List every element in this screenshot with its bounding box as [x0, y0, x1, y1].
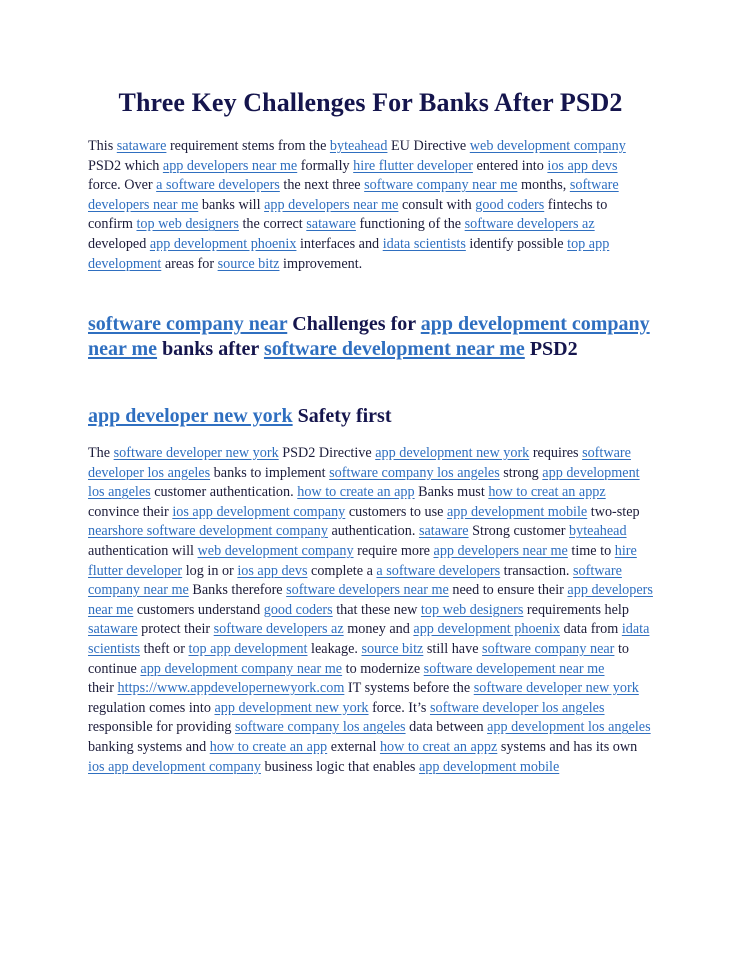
inline-link[interactable]: https://www.appdevelopernewyork.com [117, 680, 345, 697]
inline-link[interactable]: idata scientists [382, 235, 466, 252]
text-run: transaction. [500, 562, 574, 579]
text-run: Safety first [292, 405, 392, 427]
text-run: systems and has its own [497, 738, 638, 755]
inline-link[interactable]: app developer new york [88, 405, 293, 427]
text-run: leakage. [307, 640, 362, 657]
inline-link[interactable]: software development near me [263, 338, 525, 360]
text-run: money and [343, 621, 414, 638]
inline-link[interactable]: software company near me [364, 177, 518, 194]
text-run: authentication. [327, 523, 419, 540]
text-run: Banks must [414, 484, 489, 501]
inline-link[interactable]: how to creat an appz [379, 738, 498, 755]
text-run: consult with [398, 196, 476, 213]
text-run: to continue [88, 640, 629, 677]
inline-link[interactable]: software company near me [88, 562, 622, 599]
inline-link[interactable]: software developer los angeles [429, 699, 605, 716]
text-run: theft or [140, 640, 189, 657]
inline-link[interactable]: software developers az [464, 216, 595, 233]
inline-link[interactable]: software developer new york [473, 680, 639, 697]
text-run: external [327, 738, 380, 755]
text-run: their [88, 680, 118, 697]
text-run: data between [405, 719, 488, 736]
text-run: interfaces and [296, 235, 383, 252]
inline-link[interactable]: how to create an app [297, 484, 415, 501]
inline-link[interactable]: app developers near me [433, 542, 568, 559]
text-run: convince their [88, 503, 173, 520]
inline-link[interactable]: ios app devs [237, 562, 308, 579]
inline-link[interactable]: app developers near me [162, 157, 298, 174]
inline-link[interactable]: software developer los angeles [88, 445, 631, 481]
inline-link[interactable]: app development los angeles [88, 464, 640, 501]
text-run: strong [499, 464, 543, 481]
text-run: PSD2 Directive [278, 445, 376, 461]
text-run: regulation comes into [88, 699, 215, 716]
text-run: the next three [279, 177, 365, 194]
text-run: requires [529, 445, 583, 461]
inline-link[interactable]: how to create an app [209, 738, 328, 755]
text-run: customers to use [345, 503, 447, 520]
intro-paragraph [88, 137, 653, 274]
text-run: requirement stems from the [166, 138, 330, 154]
inline-link[interactable]: nearshore software development company [88, 523, 328, 540]
inline-link[interactable]: software developement near me [423, 660, 605, 677]
inline-link[interactable]: software company los angeles [329, 464, 500, 481]
inline-link[interactable]: app development mobile [418, 758, 560, 775]
inline-link[interactable]: app development company near me [140, 660, 343, 677]
inline-link[interactable]: app development new york [375, 445, 530, 461]
text-run: business logic that enables [260, 758, 419, 775]
text-run: IT systems before the [344, 680, 474, 697]
text-run: force. It’s [368, 699, 430, 716]
inline-link[interactable]: software company near [482, 640, 615, 657]
text-run: time to [567, 542, 615, 559]
text-run: authentication will [88, 542, 198, 559]
text-run: functioning of the [355, 216, 465, 233]
text-run: fintechs to confirm [88, 196, 608, 233]
text-run: improvement. [279, 255, 363, 272]
inline-link[interactable]: hire flutter developer [353, 157, 473, 174]
text-run: need to ensure their [448, 582, 568, 599]
inline-link[interactable]: software developers near me [88, 177, 619, 213]
inline-link[interactable]: software company near [88, 313, 288, 335]
text-run: formally [297, 157, 354, 174]
text-run: banks will [198, 196, 265, 213]
text-run: banks to implement [210, 464, 330, 481]
inline-link[interactable]: ios app development company [172, 503, 346, 520]
inline-link[interactable]: web development company [469, 138, 626, 154]
inline-link[interactable]: ios app devs [547, 157, 618, 174]
inline-link[interactable]: app developers near me [264, 196, 399, 213]
text-run: customers understand [133, 601, 264, 618]
inline-link[interactable]: web development company [197, 542, 354, 559]
inline-link[interactable]: sataware [88, 621, 138, 638]
inline-link[interactable]: app development new york [214, 699, 369, 716]
text-run: two-step [587, 503, 640, 520]
text-run: EU Directive [387, 138, 470, 154]
inline-link[interactable]: source bitz [217, 255, 280, 272]
text-run: protect their [137, 621, 214, 638]
inline-link[interactable]: byteahead [329, 138, 388, 154]
text-run: require more [353, 542, 434, 559]
inline-link[interactable]: ios app development company [88, 758, 261, 775]
section-heading-challenges [88, 312, 653, 362]
text-run: Challenges for [287, 313, 421, 335]
inline-link[interactable]: app development mobile [446, 503, 588, 520]
text-run: log in or [182, 562, 238, 579]
inline-link[interactable]: top web designers [136, 216, 239, 233]
inline-link[interactable]: app developers near me [88, 582, 653, 618]
text-run: identify possible [465, 235, 568, 252]
text-run: customer authentication. [150, 484, 298, 501]
text-run: months, [517, 177, 570, 194]
inline-link[interactable]: sataware [116, 138, 167, 154]
inline-link[interactable]: byteahead [569, 523, 627, 540]
inline-link[interactable]: top web designers [420, 601, 524, 618]
text-run: This [88, 138, 117, 154]
inline-link[interactable]: top app development [188, 640, 308, 657]
text-run: banking systems and [88, 738, 210, 755]
text-run: Banks therefore [188, 582, 287, 599]
text-run: entered into [472, 157, 548, 174]
text-run: developed [88, 235, 150, 252]
inline-link[interactable]: software company los angeles [234, 719, 406, 736]
text-run: force. Over [88, 177, 157, 194]
inline-link[interactable]: idata scientists [88, 621, 650, 657]
inline-link[interactable]: sataware [306, 216, 356, 233]
text-run: Strong customer [468, 523, 570, 540]
inline-link[interactable]: top app development [88, 235, 610, 272]
text-run: The [88, 445, 114, 461]
text-run: still have [423, 640, 483, 657]
text-run: data from [559, 621, 622, 638]
inline-link[interactable]: good coders [263, 601, 333, 618]
inline-link[interactable]: app development company near me [88, 313, 650, 360]
inline-link[interactable]: app development phoenix [149, 235, 297, 252]
text-run: complete a [307, 562, 377, 579]
text-run: areas for [161, 255, 218, 272]
inline-link[interactable]: hire flutter developer [88, 542, 637, 579]
inline-link[interactable]: sataware [418, 523, 469, 540]
inline-link[interactable]: app development phoenix [413, 621, 560, 638]
text-run: responsible for providing [88, 719, 235, 736]
text-run: to modernize [342, 660, 424, 677]
body-paragraph [88, 444, 653, 777]
inline-link[interactable]: a software developers [156, 177, 280, 194]
text-run: PSD2 [524, 338, 578, 360]
inline-link[interactable]: how to creat an appz [488, 484, 606, 501]
text-run: PSD2 which [88, 157, 163, 174]
text-run: the correct [238, 216, 307, 233]
text-run: banks after [157, 338, 264, 360]
text-run: requirements help [523, 601, 629, 618]
inline-link[interactable]: app development los angeles [487, 719, 651, 736]
inline-link[interactable]: software developers az [213, 621, 344, 638]
inline-link[interactable]: software developers near me [286, 582, 449, 599]
inline-link[interactable]: source bitz [361, 640, 424, 657]
page-title: Three Key Challenges For Banks After PSD2 [118, 88, 623, 117]
inline-link[interactable]: good coders [475, 196, 545, 213]
inline-link[interactable]: a software developers [376, 562, 501, 579]
section-heading-safety [88, 404, 653, 429]
text-run: that these new [332, 601, 421, 618]
inline-link[interactable]: software developer new york [113, 445, 279, 461]
